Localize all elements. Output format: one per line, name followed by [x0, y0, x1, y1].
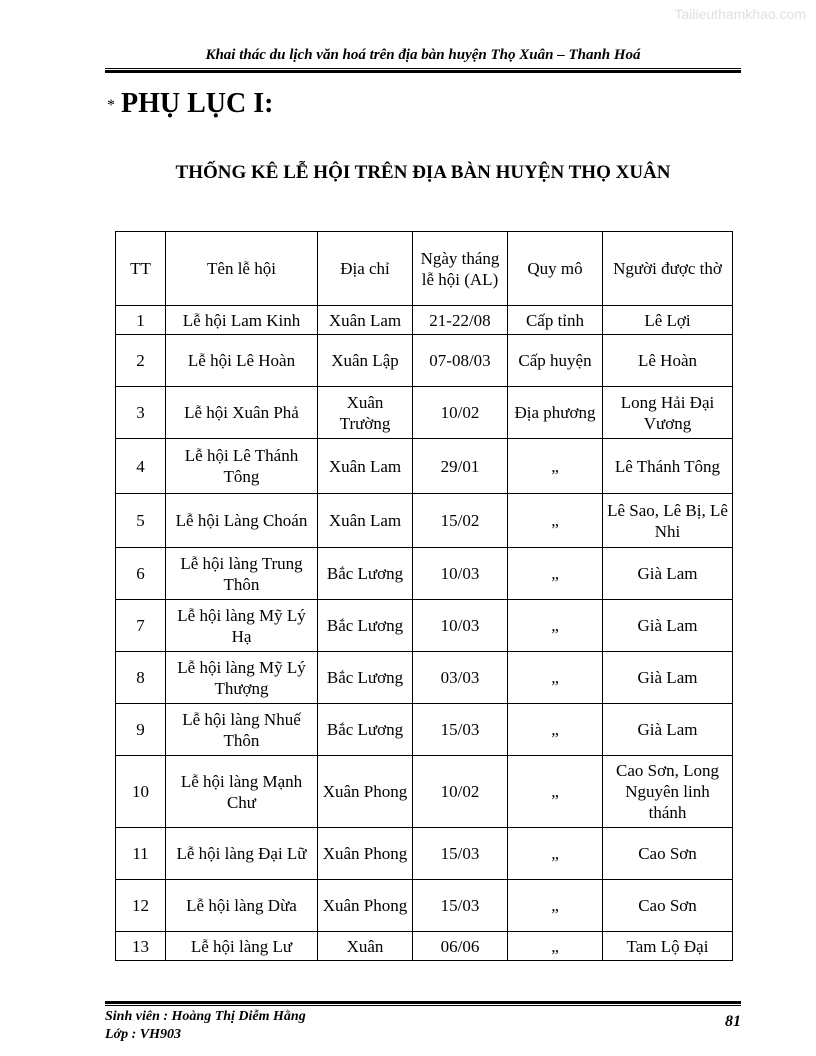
cell-date: 15/03 — [413, 828, 508, 880]
cell-scale: Địa phương — [508, 387, 603, 439]
cell-scale: Cấp tỉnh — [508, 306, 603, 335]
cell-tt: 6 — [116, 548, 166, 600]
table-row — [116, 600, 733, 652]
cell-address: Bắc Lương — [318, 600, 413, 652]
header-tt: TT — [116, 232, 166, 306]
table-row — [116, 387, 733, 439]
cell-tt: 4 — [116, 439, 166, 494]
cell-address: Xuân Phong — [318, 828, 413, 880]
appendix-title: PHỤ LỤC I: — [121, 88, 274, 119]
cell-scale: Cấp huyện — [508, 335, 603, 387]
cell-worshipped: Già Lam — [603, 704, 733, 756]
cell-tt: 2 — [116, 335, 166, 387]
cell-festival-name: Lễ hội làng Mạnh Chư — [166, 756, 318, 828]
cell-address: Xuân Lam — [318, 306, 413, 335]
cell-scale: „ — [508, 652, 603, 704]
table-row — [116, 756, 733, 828]
cell-date: 10/02 — [413, 756, 508, 828]
table-header-row — [116, 232, 733, 306]
cell-scale: „ — [508, 704, 603, 756]
cell-address: Xuân Lam — [318, 439, 413, 494]
cell-festival-name: Lễ hội Làng Choán — [166, 494, 318, 548]
cell-worshipped: Lê Sao, Lê Bị, Lê Nhi — [603, 494, 733, 548]
footer-rule-thick — [105, 1001, 741, 1004]
cell-tt: 10 — [116, 756, 166, 828]
cell-address: Xuân Trường — [318, 387, 413, 439]
cell-scale: „ — [508, 439, 603, 494]
cell-tt: 3 — [116, 387, 166, 439]
cell-worshipped: Tam Lộ Đại — [603, 932, 733, 961]
cell-address: Bắc Lương — [318, 548, 413, 600]
header-rule-thick — [105, 70, 741, 73]
cell-worshipped: Cao Sơn — [603, 880, 733, 932]
footer-rule-thin — [105, 1005, 741, 1006]
cell-festival-name: Lễ hội làng Nhuế Thôn — [166, 704, 318, 756]
running-header: Khai thác du lịch văn hoá trên địa bàn huyện Thọ Xuân – Thanh Hoá — [205, 47, 641, 63]
cell-scale: „ — [508, 828, 603, 880]
cell-address: Bắc Lương — [318, 704, 413, 756]
header-rule-thin — [105, 68, 741, 69]
cell-worshipped: Lê Lợi — [603, 306, 733, 335]
cell-scale: „ — [508, 932, 603, 961]
cell-address: Xuân Lam — [318, 494, 413, 548]
festival-table — [115, 231, 733, 961]
cell-festival-name: Lễ hội làng Đại Lữ — [166, 828, 318, 880]
cell-worshipped: Cao Sơn — [603, 828, 733, 880]
cell-date: 07-08/03 — [413, 335, 508, 387]
table-row — [116, 652, 733, 704]
table-row — [116, 439, 733, 494]
page-number: 81 — [725, 1013, 741, 1030]
cell-date: 29/01 — [413, 439, 508, 494]
cell-date: 06/06 — [413, 932, 508, 961]
cell-festival-name: Lễ hội làng Mỹ Lý Thượng — [166, 652, 318, 704]
table-row — [116, 306, 733, 335]
header-scale: Quy mô — [508, 232, 603, 306]
header-festival-name: Tên lễ hội — [166, 232, 318, 306]
cell-scale: „ — [508, 880, 603, 932]
cell-worshipped: Già Lam — [603, 652, 733, 704]
cell-tt: 13 — [116, 932, 166, 961]
cell-festival-name: Lễ hội làng Lư — [166, 932, 318, 961]
cell-address: Xuân — [318, 932, 413, 961]
cell-festival-name: Lễ hội làng Mỹ Lý Hạ — [166, 600, 318, 652]
asterisk-mark: * — [107, 96, 115, 114]
cell-date: 10/02 — [413, 387, 508, 439]
watermark: Tailieuthamkhao.com — [674, 6, 806, 22]
table-row — [116, 704, 733, 756]
cell-festival-name: Lễ hội Lê Thánh Tông — [166, 439, 318, 494]
cell-address: Xuân Phong — [318, 756, 413, 828]
cell-festival-name: Lễ hội làng Trung Thôn — [166, 548, 318, 600]
cell-festival-name: Lễ hội Lam Kinh — [166, 306, 318, 335]
appendix-heading — [107, 88, 273, 120]
cell-scale: „ — [508, 494, 603, 548]
header-worshipped: Người được thờ — [603, 232, 733, 306]
cell-date: 15/02 — [413, 494, 508, 548]
cell-date: 15/03 — [413, 880, 508, 932]
footer — [105, 1008, 306, 1044]
cell-address: Bắc Lương — [318, 652, 413, 704]
header-address: Địa chỉ — [318, 232, 413, 306]
cell-worshipped: Già Lam — [603, 600, 733, 652]
cell-date: 10/03 — [413, 548, 508, 600]
cell-address: Xuân Phong — [318, 880, 413, 932]
table-title: THỐNG KÊ LỄ HỘI TRÊN ĐỊA BÀN HUYỆN THỌ XUÂN — [175, 162, 671, 183]
cell-tt: 5 — [116, 494, 166, 548]
cell-tt: 11 — [116, 828, 166, 880]
cell-festival-name: Lễ hội Xuân Phả — [166, 387, 318, 439]
cell-worshipped: Già Lam — [603, 548, 733, 600]
cell-address: Xuân Lập — [318, 335, 413, 387]
footer-student: Sinh viên : Hoàng Thị Diễm Hằng — [105, 1009, 306, 1024]
cell-scale: „ — [508, 600, 603, 652]
cell-tt: 7 — [116, 600, 166, 652]
cell-worshipped: Cao Sơn, Long Nguyên linh thánh — [603, 756, 733, 828]
cell-date: 15/03 — [413, 704, 508, 756]
table-row — [116, 932, 733, 961]
cell-scale: „ — [508, 756, 603, 828]
header-date: Ngày tháng lễ hội (AL) — [413, 232, 508, 306]
table-row — [116, 828, 733, 880]
cell-tt: 12 — [116, 880, 166, 932]
table-row — [116, 494, 733, 548]
cell-festival-name: Lễ hội làng Dừa — [166, 880, 318, 932]
cell-festival-name: Lễ hội Lê Hoàn — [166, 335, 318, 387]
cell-tt: 8 — [116, 652, 166, 704]
cell-tt: 1 — [116, 306, 166, 335]
table-row — [116, 548, 733, 600]
cell-date: 10/03 — [413, 600, 508, 652]
table-row — [116, 880, 733, 932]
cell-worshipped: Long Hải Đại Vương — [603, 387, 733, 439]
cell-date: 21-22/08 — [413, 306, 508, 335]
cell-worshipped: Lê Thánh Tông — [603, 439, 733, 494]
cell-tt: 9 — [116, 704, 166, 756]
footer-class: Lớp : VH903 — [105, 1027, 181, 1042]
table-row — [116, 335, 733, 387]
cell-scale: „ — [508, 548, 603, 600]
cell-worshipped: Lê Hoàn — [603, 335, 733, 387]
cell-date: 03/03 — [413, 652, 508, 704]
